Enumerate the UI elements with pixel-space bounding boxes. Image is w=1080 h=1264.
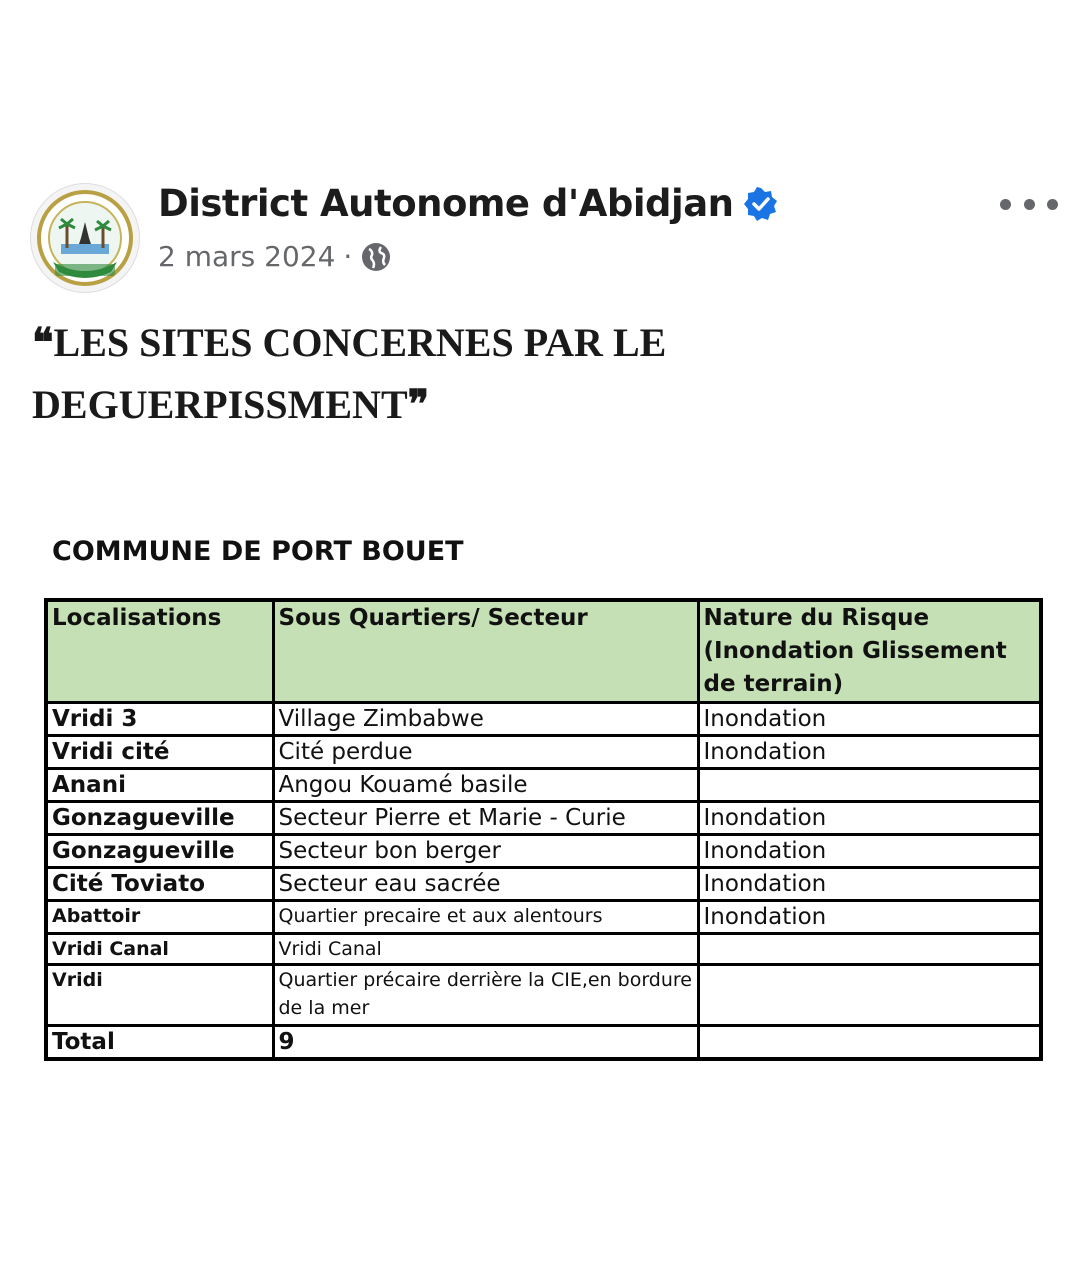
verified-badge-icon (744, 187, 778, 221)
page-name[interactable]: District Autonome d'Abidjan (158, 182, 734, 225)
cell-localisation: Anani (46, 769, 273, 802)
cell-sous-quartier: Quartier precaire et aux alentours (273, 901, 698, 934)
commune-heading: COMMUNE DE PORT BOUET (52, 536, 464, 567)
table-total-row (46, 1026, 1041, 1060)
more-options-dot (1024, 199, 1035, 210)
district-logo-icon (31, 184, 139, 292)
table-row (46, 769, 1041, 802)
table-row (46, 802, 1041, 835)
cell-risque: Inondation (698, 901, 1041, 934)
sites-table (44, 598, 1043, 1061)
cell-sous-quartier: Village Zimbabwe (273, 703, 698, 736)
table-row (46, 736, 1041, 769)
cell-localisation: Gonzagueville (46, 802, 273, 835)
post-meta (158, 240, 392, 273)
cell-risque: Inondation (698, 868, 1041, 901)
cell-localisation: Vridi Canal (46, 934, 273, 965)
table-header-row (46, 600, 1041, 703)
column-header-localisations: Localisations (46, 600, 273, 703)
cell-localisation: Vridi cité (46, 736, 273, 769)
more-options-button[interactable] (1000, 192, 1058, 216)
cell-risque: Inondation (698, 802, 1041, 835)
more-options-dot (1000, 199, 1011, 210)
cell-risque: Inondation (698, 835, 1041, 868)
table-row (46, 868, 1041, 901)
table-row (46, 901, 1041, 934)
cell-sous-quartier: Cité perdue (273, 736, 698, 769)
column-header-sous-quartiers: Sous Quartiers/ Secteur (273, 600, 698, 703)
table-row (46, 835, 1041, 868)
table-row (46, 934, 1041, 965)
cell-total-label: Total (46, 1026, 273, 1060)
meta-separator: · (343, 240, 353, 273)
post-date[interactable]: 2 mars 2024 (158, 240, 336, 273)
more-options-dot (1047, 199, 1058, 210)
cell-sous-quartier: Secteur bon berger (273, 835, 698, 868)
globe-icon (360, 241, 392, 273)
cell-sous-quartier: Angou Kouamé basile (273, 769, 698, 802)
cell-sous-quartier: Quartier précaire derrière la CIE,en bordure de la mer (273, 965, 698, 1026)
cell-total-value: 9 (273, 1026, 698, 1060)
table-row (46, 703, 1041, 736)
cell-localisation: Vridi 3 (46, 703, 273, 736)
cell-risque (698, 965, 1041, 1026)
column-header-nature-risque: Nature du Risque (Inondation Glissement de terrain) (698, 600, 1041, 703)
cell-localisation: Gonzagueville (46, 835, 273, 868)
cell-localisation: Abattoir (46, 901, 273, 934)
cell-risque (698, 934, 1041, 965)
cell-localisation: Cité Toviato (46, 868, 273, 901)
table-row (46, 965, 1041, 1026)
cell-localisation: Vridi (46, 965, 273, 1026)
page-avatar[interactable] (30, 183, 140, 293)
cell-risque (698, 769, 1041, 802)
post-header (158, 182, 778, 225)
cell-sous-quartier: Secteur Pierre et Marie - Curie (273, 802, 698, 835)
post-text: ❝LES SITES CONCERNES PAR LE DEGUERPISSMENT❞ (32, 320, 667, 427)
cell-risque: Inondation (698, 703, 1041, 736)
cell-sous-quartier: Vridi Canal (273, 934, 698, 965)
cell-risque: Inondation (698, 736, 1041, 769)
cell-total-empty (698, 1026, 1041, 1060)
cell-sous-quartier: Secteur eau sacrée (273, 868, 698, 901)
